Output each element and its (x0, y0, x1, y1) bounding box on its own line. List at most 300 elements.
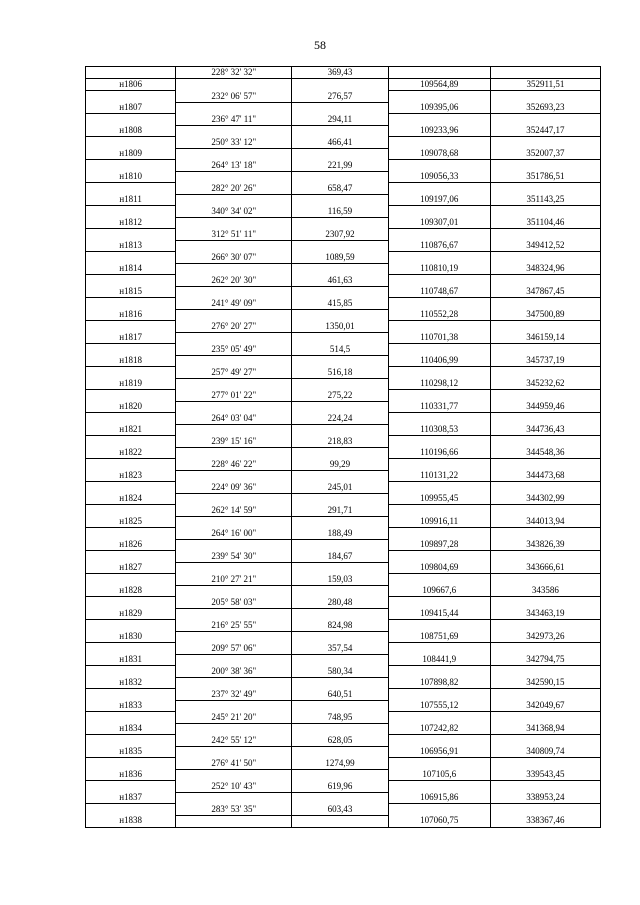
y-coordinate-cell: 343666,61 (490, 562, 600, 574)
direction-angle-cell (176, 608, 292, 620)
point-name-cell: н1833 (86, 700, 176, 712)
point-name-cell (86, 597, 176, 609)
y-coordinate-cell (490, 413, 600, 425)
y-coordinate-cell (490, 712, 600, 724)
y-coordinate-cell (490, 597, 600, 609)
length-cell (292, 217, 388, 229)
x-coordinate-cell (388, 482, 490, 494)
x-coordinate-cell: 110331,77 (388, 401, 490, 413)
point-name-cell: н1807 (86, 102, 176, 114)
segment-row (86, 413, 601, 425)
x-coordinate-cell (388, 666, 490, 678)
point-row (86, 194, 601, 206)
length-cell (292, 447, 388, 459)
page-number: 58 (314, 38, 326, 52)
y-coordinate-cell: 352693,23 (490, 102, 600, 114)
length-cell: 580,34 (292, 666, 388, 678)
point-name-cell (86, 620, 176, 632)
direction-angle-cell: 205° 58' 03" (176, 597, 292, 609)
x-coordinate-cell (388, 620, 490, 632)
direction-angle-cell (176, 700, 292, 712)
point-row (86, 171, 601, 183)
point-name-cell: н1819 (86, 378, 176, 390)
point-name-cell (86, 183, 176, 195)
y-coordinate-cell (490, 758, 600, 770)
x-coordinate-cell: 109197,06 (388, 194, 490, 206)
length-cell (292, 493, 388, 505)
x-coordinate-cell (388, 436, 490, 448)
y-coordinate-cell: 342973,26 (490, 631, 600, 643)
length-cell: 159,03 (292, 574, 388, 586)
y-coordinate-cell (490, 229, 600, 241)
x-coordinate-cell (388, 758, 490, 770)
x-coordinate-cell: 107555,12 (388, 700, 490, 712)
point-row (86, 240, 601, 252)
y-coordinate-cell (490, 528, 600, 540)
length-cell (292, 171, 388, 183)
length-cell (292, 332, 388, 344)
y-coordinate-cell: 338367,46 (490, 815, 600, 827)
point-name-cell (86, 436, 176, 448)
point-name-cell: н1836 (86, 769, 176, 781)
y-coordinate-cell: 352007,37 (490, 148, 600, 160)
point-name-cell (86, 528, 176, 540)
direction-angle-cell (176, 309, 292, 321)
x-coordinate-cell (388, 298, 490, 310)
y-coordinate-cell: 343463,19 (490, 608, 600, 620)
point-row (86, 401, 601, 413)
y-coordinate-cell: 343586 (490, 585, 600, 597)
direction-angle-cell (176, 194, 292, 206)
segment-row (86, 298, 601, 310)
segment-row (86, 137, 601, 149)
length-cell (292, 263, 388, 275)
x-coordinate-cell: 109056,33 (388, 171, 490, 183)
y-coordinate-cell (490, 206, 600, 218)
direction-angle-cell: 250° 33' 12" (176, 137, 292, 149)
direction-angle-cell: 264° 03' 04" (176, 413, 292, 425)
length-cell (292, 654, 388, 666)
point-name-cell: н1825 (86, 516, 176, 528)
direction-angle-cell (176, 631, 292, 643)
y-coordinate-cell: 342794,75 (490, 654, 600, 666)
y-coordinate-cell (490, 459, 600, 471)
length-cell (292, 240, 388, 252)
length-cell: 116,59 (292, 206, 388, 218)
segment-row (86, 229, 601, 241)
x-coordinate-cell (388, 137, 490, 149)
x-coordinate-cell: 110876,67 (388, 240, 490, 252)
point-name-cell: н1817 (86, 332, 176, 344)
x-coordinate-cell (388, 183, 490, 195)
y-coordinate-cell: 347867,45 (490, 286, 600, 298)
x-coordinate-cell: 109233,96 (388, 125, 490, 137)
direction-angle-cell: 257° 49' 27" (176, 367, 292, 379)
point-name-cell: н1826 (86, 539, 176, 551)
point-row (86, 79, 601, 91)
x-coordinate-cell (388, 252, 490, 264)
direction-angle-cell (176, 815, 292, 827)
y-coordinate-cell (490, 689, 600, 701)
y-coordinate-cell (490, 551, 600, 563)
direction-angle-cell: 210° 27' 21" (176, 574, 292, 586)
point-row (86, 746, 601, 758)
length-cell (292, 102, 388, 114)
length-cell: 640,51 (292, 689, 388, 701)
point-row (86, 700, 601, 712)
point-row (86, 332, 601, 344)
y-coordinate-cell (490, 183, 600, 195)
point-name-cell (86, 321, 176, 333)
length-cell: 245,01 (292, 482, 388, 494)
point-row (86, 102, 601, 114)
x-coordinate-cell: 109564,89 (388, 79, 490, 91)
point-row (86, 148, 601, 160)
length-cell: 294,11 (292, 114, 388, 126)
point-name-cell (86, 643, 176, 655)
point-name-cell (86, 505, 176, 517)
point-row (86, 516, 601, 528)
direction-angle-cell (176, 125, 292, 137)
segment-row (86, 344, 601, 356)
x-coordinate-cell (388, 643, 490, 655)
point-name-cell (86, 551, 176, 563)
length-cell: 357,54 (292, 643, 388, 655)
point-name-cell (86, 298, 176, 310)
length-cell: 224,24 (292, 413, 388, 425)
x-coordinate-cell (388, 206, 490, 218)
direction-angle-cell: 228° 32' 32" (176, 67, 292, 79)
point-row (86, 378, 601, 390)
direction-angle-cell (176, 470, 292, 482)
y-coordinate-cell: 339543,45 (490, 769, 600, 781)
point-name-cell (86, 574, 176, 586)
point-name-cell: н1828 (86, 585, 176, 597)
direction-angle-cell: 282° 20' 26" (176, 183, 292, 195)
length-cell: 291,71 (292, 505, 388, 517)
point-name-cell (86, 482, 176, 494)
length-cell (292, 286, 388, 298)
length-cell (292, 631, 388, 643)
point-name-cell: н1809 (86, 148, 176, 160)
point-row (86, 539, 601, 551)
point-name-cell: н1837 (86, 792, 176, 804)
length-cell (292, 562, 388, 574)
segment-row (86, 712, 601, 724)
point-name-cell (86, 91, 176, 103)
length-cell (292, 792, 388, 804)
length-cell: 1274,99 (292, 758, 388, 770)
point-name-cell (86, 67, 176, 79)
direction-angle-cell (176, 286, 292, 298)
direction-angle-cell (176, 585, 292, 597)
y-coordinate-cell: 342049,67 (490, 700, 600, 712)
length-cell (292, 470, 388, 482)
length-cell (292, 723, 388, 735)
length-cell (292, 125, 388, 137)
point-name-cell: н1816 (86, 309, 176, 321)
direction-angle-cell (176, 171, 292, 183)
y-coordinate-cell: 343826,39 (490, 539, 600, 551)
direction-angle-cell: 264° 16' 00" (176, 528, 292, 540)
coordinates-table (85, 66, 601, 828)
point-row (86, 355, 601, 367)
x-coordinate-cell (388, 344, 490, 356)
y-coordinate-cell: 344013,94 (490, 516, 600, 528)
x-coordinate-cell (388, 735, 490, 747)
point-name-cell: н1831 (86, 654, 176, 666)
length-cell: 748,95 (292, 712, 388, 724)
segment-row (86, 67, 601, 79)
x-coordinate-cell: 109897,28 (388, 539, 490, 551)
y-coordinate-cell (490, 298, 600, 310)
x-coordinate-cell (388, 528, 490, 540)
point-row (86, 470, 601, 482)
point-row (86, 631, 601, 643)
y-coordinate-cell: 351786,51 (490, 171, 600, 183)
point-row (86, 309, 601, 321)
coordinates-table-body (86, 67, 601, 828)
x-coordinate-cell: 107242,82 (388, 723, 490, 735)
length-cell (292, 355, 388, 367)
length-cell: 658,47 (292, 183, 388, 195)
point-name-cell (86, 390, 176, 402)
x-coordinate-cell (388, 321, 490, 333)
x-coordinate-cell (388, 551, 490, 563)
y-coordinate-cell: 347500,89 (490, 309, 600, 321)
segment-row (86, 666, 601, 678)
length-cell (292, 585, 388, 597)
x-coordinate-cell (388, 229, 490, 241)
point-name-cell (86, 689, 176, 701)
y-coordinate-cell (490, 643, 600, 655)
direction-angle-cell (176, 148, 292, 160)
x-coordinate-cell (388, 367, 490, 379)
length-cell (292, 424, 388, 436)
y-coordinate-cell: 344548,36 (490, 447, 600, 459)
point-name-cell: н1834 (86, 723, 176, 735)
direction-angle-cell: 232° 06' 57" (176, 91, 292, 103)
length-cell: 99,29 (292, 459, 388, 471)
x-coordinate-cell: 110298,12 (388, 378, 490, 390)
segment-row (86, 436, 601, 448)
point-name-cell: н1829 (86, 608, 176, 620)
direction-angle-cell (176, 424, 292, 436)
direction-angle-cell: 224° 09' 36" (176, 482, 292, 494)
x-coordinate-cell: 110748,67 (388, 286, 490, 298)
y-coordinate-cell (490, 574, 600, 586)
x-coordinate-cell (388, 413, 490, 425)
x-coordinate-cell: 107105,6 (388, 769, 490, 781)
direction-angle-cell: 277° 01' 22" (176, 390, 292, 402)
length-cell: 280,48 (292, 597, 388, 609)
y-coordinate-cell (490, 367, 600, 379)
y-coordinate-cell: 351143,25 (490, 194, 600, 206)
direction-angle-cell: 340° 34' 02" (176, 206, 292, 218)
length-cell: 275,22 (292, 390, 388, 402)
direction-angle-cell: 276° 41' 50" (176, 758, 292, 770)
direction-angle-cell: 236° 47' 11" (176, 114, 292, 126)
y-coordinate-cell: 344302,99 (490, 493, 600, 505)
length-cell (292, 309, 388, 321)
segment-row (86, 114, 601, 126)
point-name-cell: н1818 (86, 355, 176, 367)
direction-angle-cell: 252° 10' 43" (176, 781, 292, 793)
direction-angle-cell: 276° 20' 27" (176, 321, 292, 333)
y-coordinate-cell: 345232,62 (490, 378, 600, 390)
direction-angle-cell (176, 401, 292, 413)
y-coordinate-cell: 345737,19 (490, 355, 600, 367)
segment-row (86, 689, 601, 701)
y-coordinate-cell: 352911,51 (490, 79, 600, 91)
segment-row (86, 160, 601, 172)
x-coordinate-cell: 109415,44 (388, 608, 490, 620)
y-coordinate-cell: 338953,24 (490, 792, 600, 804)
length-cell (292, 378, 388, 390)
length-cell (292, 194, 388, 206)
length-cell: 184,67 (292, 551, 388, 563)
point-name-cell: н1820 (86, 401, 176, 413)
segment-row (86, 183, 601, 195)
y-coordinate-cell (490, 390, 600, 402)
y-coordinate-cell: 344473,68 (490, 470, 600, 482)
x-coordinate-cell: 107898,82 (388, 677, 490, 689)
direction-angle-cell: 312° 51' 11" (176, 229, 292, 241)
length-cell (292, 677, 388, 689)
y-coordinate-cell: 342590,15 (490, 677, 600, 689)
point-name-cell: н1810 (86, 171, 176, 183)
segment-row (86, 804, 601, 816)
segment-row (86, 505, 601, 517)
segment-row (86, 758, 601, 770)
direction-angle-cell (176, 263, 292, 275)
point-row (86, 286, 601, 298)
direction-angle-cell: 239° 54' 30" (176, 551, 292, 563)
y-coordinate-cell: 348324,96 (490, 263, 600, 275)
point-name-cell: н1824 (86, 493, 176, 505)
point-row (86, 654, 601, 666)
x-coordinate-cell: 109804,69 (388, 562, 490, 574)
segment-row (86, 551, 601, 563)
length-cell (292, 401, 388, 413)
length-cell (292, 539, 388, 551)
point-name-cell (86, 712, 176, 724)
segment-row (86, 91, 601, 103)
x-coordinate-cell: 110810,19 (388, 263, 490, 275)
y-coordinate-cell: 344959,46 (490, 401, 600, 413)
x-coordinate-cell: 109916,11 (388, 516, 490, 528)
x-coordinate-cell: 110131,22 (388, 470, 490, 482)
y-coordinate-cell (490, 505, 600, 517)
direction-angle-cell (176, 79, 292, 91)
segment-row (86, 781, 601, 793)
point-name-cell (86, 275, 176, 287)
point-row (86, 263, 601, 275)
length-cell: 461,63 (292, 275, 388, 287)
y-coordinate-cell (490, 137, 600, 149)
y-coordinate-cell: 341368,94 (490, 723, 600, 735)
y-coordinate-cell (490, 344, 600, 356)
point-name-cell (86, 758, 176, 770)
direction-angle-cell (176, 332, 292, 344)
length-cell: 516,18 (292, 367, 388, 379)
direction-angle-cell (176, 378, 292, 390)
y-coordinate-cell (490, 666, 600, 678)
segment-row (86, 206, 601, 218)
point-name-cell (86, 666, 176, 678)
x-coordinate-cell (388, 114, 490, 126)
point-name-cell: н1811 (86, 194, 176, 206)
length-cell: 369,43 (292, 67, 388, 79)
length-cell: 603,43 (292, 804, 388, 816)
point-name-cell (86, 735, 176, 747)
x-coordinate-cell: 110196,66 (388, 447, 490, 459)
point-name-cell: н1813 (86, 240, 176, 252)
y-coordinate-cell: 352447,17 (490, 125, 600, 137)
y-coordinate-cell: 351104,46 (490, 217, 600, 229)
x-coordinate-cell: 107060,75 (388, 815, 490, 827)
point-row (86, 562, 601, 574)
direction-angle-cell: 228° 46' 22" (176, 459, 292, 471)
x-coordinate-cell: 108751,69 (388, 631, 490, 643)
point-row (86, 447, 601, 459)
direction-angle-cell (176, 240, 292, 252)
direction-angle-cell (176, 516, 292, 528)
point-name-cell (86, 114, 176, 126)
direction-angle-cell (176, 723, 292, 735)
direction-angle-cell: 245° 21' 20" (176, 712, 292, 724)
x-coordinate-cell (388, 160, 490, 172)
direction-angle-cell (176, 102, 292, 114)
point-name-cell: н1838 (86, 815, 176, 827)
length-cell: 466,41 (292, 137, 388, 149)
point-name-cell: н1827 (86, 562, 176, 574)
point-name-cell (86, 206, 176, 218)
direction-angle-cell (176, 217, 292, 229)
segment-row (86, 574, 601, 586)
point-row (86, 815, 601, 827)
point-name-cell: н1812 (86, 217, 176, 229)
length-cell: 514,5 (292, 344, 388, 356)
direction-angle-cell: 239° 15' 16" (176, 436, 292, 448)
length-cell: 1350,01 (292, 321, 388, 333)
direction-angle-cell (176, 539, 292, 551)
length-cell: 415,85 (292, 298, 388, 310)
direction-angle-cell (176, 792, 292, 804)
length-cell (292, 700, 388, 712)
x-coordinate-cell (388, 390, 490, 402)
segment-row (86, 597, 601, 609)
point-name-cell: н1830 (86, 631, 176, 643)
y-coordinate-cell (490, 321, 600, 333)
length-cell: 1089,59 (292, 252, 388, 264)
point-row (86, 769, 601, 781)
direction-angle-cell: 200° 38' 36" (176, 666, 292, 678)
length-cell: 2307,92 (292, 229, 388, 241)
x-coordinate-cell (388, 459, 490, 471)
length-cell: 218,83 (292, 436, 388, 448)
point-row (86, 677, 601, 689)
point-row (86, 792, 601, 804)
x-coordinate-cell (388, 505, 490, 517)
y-coordinate-cell (490, 781, 600, 793)
direction-angle-cell: 262° 20' 30" (176, 275, 292, 287)
point-name-cell (86, 344, 176, 356)
y-coordinate-cell (490, 160, 600, 172)
direction-angle-cell: 262° 14' 59" (176, 505, 292, 517)
point-name-cell: н1815 (86, 286, 176, 298)
x-coordinate-cell: 110701,38 (388, 332, 490, 344)
